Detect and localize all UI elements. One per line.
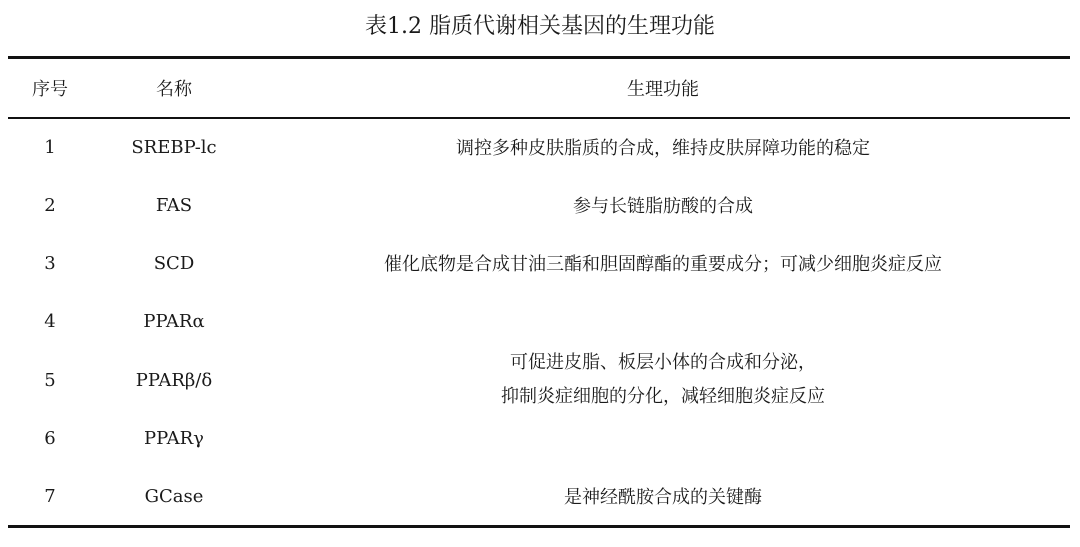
- cell-name: SCD: [153, 252, 195, 274]
- table-caption: 表1.2 脂质代谢相关基因的生理功能: [365, 14, 715, 39]
- table-row: [8, 468, 1070, 526]
- cell-function: 调控多种皮肤脂质的合成，维持皮肤屏障功能的稳定: [456, 138, 870, 160]
- header-name: 名称: [92, 58, 256, 118]
- table-row: [8, 234, 1070, 292]
- cell-function: 是神经酰胺合成的关键酶: [256, 468, 1070, 526]
- cell-name: SREBP-lc: [131, 136, 217, 158]
- header-function: 生理功能: [256, 58, 1070, 118]
- gene-function-table: [8, 56, 1070, 528]
- cell-no: 5: [44, 369, 56, 391]
- cell-no: 3: [44, 252, 56, 274]
- cell-name: GCase: [92, 468, 256, 526]
- cell-no: 2: [44, 194, 56, 216]
- cell-name: PPARα: [143, 311, 205, 333]
- ppar-function-line-2: 抑制炎症细胞的分化，减轻细胞炎症反应: [501, 386, 825, 408]
- cell-no: 1: [44, 136, 56, 158]
- cell-no: 7: [8, 468, 92, 526]
- cell-no: 6: [44, 428, 56, 450]
- table-header-row: [8, 58, 1070, 118]
- cell-name: PPARγ: [144, 428, 204, 450]
- cell-no: 4: [44, 311, 56, 333]
- cell-name: PPARβ/δ: [135, 369, 213, 391]
- ppar-function-line-1: 可促进皮脂、板层小体的合成和分泌，: [510, 352, 816, 374]
- cell-function: 催化底物是合成甘油三酯和胆固醇酯的重要成分；可减少细胞炎症反应: [384, 254, 942, 276]
- table-row: [8, 293, 1070, 351]
- cell-function: 参与长链脂肪酸的合成: [573, 196, 753, 218]
- table-row: [8, 176, 1070, 234]
- header-no: 序号: [8, 58, 92, 118]
- cell-function-merged: [256, 293, 1070, 468]
- cell-name: FAS: [155, 194, 193, 216]
- table-row: [8, 118, 1070, 176]
